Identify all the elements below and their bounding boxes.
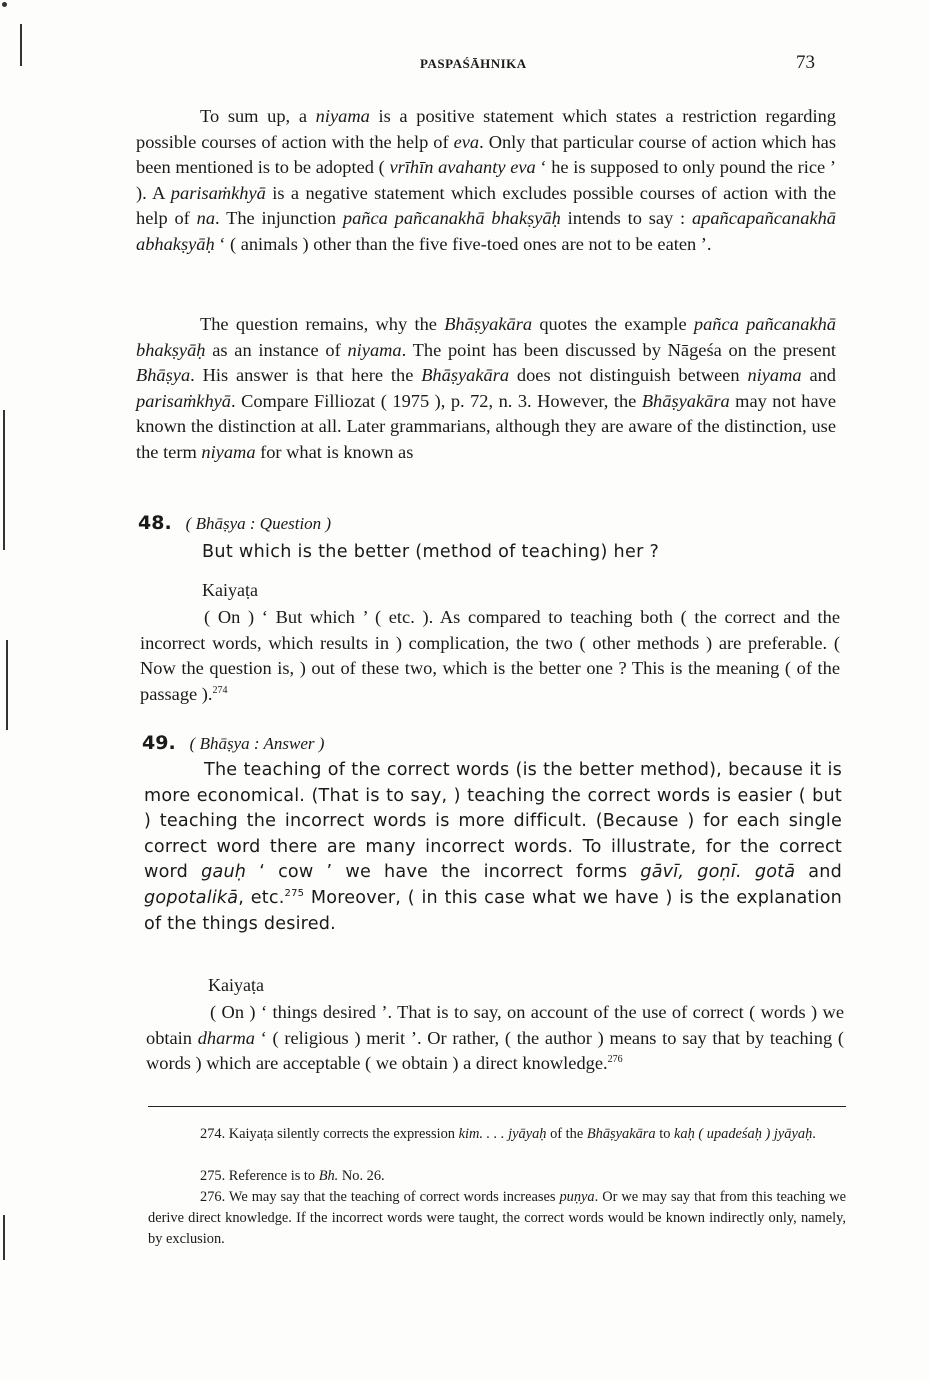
section-49-heading xyxy=(142,732,324,754)
footnote-divider xyxy=(148,1106,846,1107)
page-number: 73 xyxy=(796,52,815,73)
intro-paragraph-1: To sum up, a niyama is a positive statement which states a restriction regarding possible courses of action with the help of eva. Only that particular course of action which has been mentioned is to be adopted ( vrīhīn avahanty eva ‘ he is supposed to only pound the rice ’ ). A parisaṁkhyā is a negative statement which excludes possible courses of action with the help of na. The injunction pañca pañcanakhā bhakṣyāḥ intends to say : apañcapañcanakhā abhakṣyāḥ ‘ ( animals ) other than the five five-toed ones are not to be eaten ’. xyxy=(136,106,836,254)
margin-line-left xyxy=(3,410,5,550)
section-48-heading xyxy=(138,512,331,534)
section-48-kaiyata-label: Kaiyaṭa xyxy=(202,580,258,600)
footnote-276: 276. We may say that the teaching of correct words increases puṇya. Or we may say that from this teaching we derive direct knowledge. If the incorrect words were taught, the correct words would be known indirectly only, namely, by exclusion. xyxy=(148,1189,846,1247)
section-49-title: ( Bhāṣya : Answer ) xyxy=(189,734,325,753)
margin-line-left-2 xyxy=(6,640,8,730)
section-48-title: ( Bhāṣya : Question ) xyxy=(185,514,332,533)
margin-line-left-3 xyxy=(3,1215,5,1260)
footnote-ref-274: 274 xyxy=(212,684,228,696)
section-48-number: 48. xyxy=(138,512,172,534)
footnote-275: 275. Reference is to Bh. No. 26. xyxy=(200,1168,385,1184)
footnote-274: 274. Kaiyaṭa silently corrects the expression kim. . . . jyāyaḥ of the Bhāṣyakāra to kaḥ ( upadeśaḥ ) jyāyaḥ. xyxy=(200,1126,816,1142)
margin-dot xyxy=(2,2,7,7)
footnote-ref-275: 275 xyxy=(284,888,305,900)
section-49-number: 49. xyxy=(142,732,176,754)
margin-tick xyxy=(20,24,22,66)
running-title: PASPAŚĀHNIKA xyxy=(420,56,527,71)
section-48-bhashya-text: But which is the better (method of teaching) her ? xyxy=(202,542,660,562)
section-49-kaiyata-text: ( On ) ‘ things desired ’. That is to say, on account of the use of correct ( words ) we obtain dharma ‘ ( religious ) merit ’. Or rather, ( the author ) means to say that by teaching ( words ) which are acceptable ( we obtain ) a direct knowledge.$^{276}$ xyxy=(146,1002,844,1074)
section-49-kaiyata-label: Kaiyaṭa xyxy=(208,975,264,995)
intro-paragraph-2: The question remains, why the Bhāṣyakāra quotes the example pañca pañcanakhā bhakṣyāḥ as an instance of niyama. The point has been discussed by Nāgeśa on the present Bhāṣya. His answer is that here the Bhāṣyakāra does not distinguish between niyama and parisaṁkhyā. Compare Filliozat ( 1975 ), p. 72, n. 3. However, the Bhāṣyakāra may not have known the distinction at all. Later grammarians, although they are aware of the distinction, use the term niyama for what is known as xyxy=(136,314,837,462)
section-48-kaiyata-text: ( On ) ‘ But which ’ ( etc. ). As compared to teaching both ( the correct and the incorrect words, which results in ) complication, the two ( other methods ) are preferable. ( Now the question is, ) out of these two, which is the better one ? This is the meaning ( of the passage ).$^{274}$ xyxy=(140,607,840,704)
footnote-ref-276: 276 xyxy=(607,1054,623,1066)
section-49-bhashya-text: The teaching of the correct words (is the better method), because it is more economical. (That is to say, ) teaching the correct words is easier ( but ) teaching the incorrect words is more difficult. (Because ) for each single correct word there are many incorrect words. To illustrate, for the correct word gauḥ ‘ cow ’ we have the incorrect forms gāvī, goṇī. gotā and gopotalikā, etc.$^{275}$ Moreover, ( in this case what we have ) is the explanation of the things desired. xyxy=(144,760,843,934)
